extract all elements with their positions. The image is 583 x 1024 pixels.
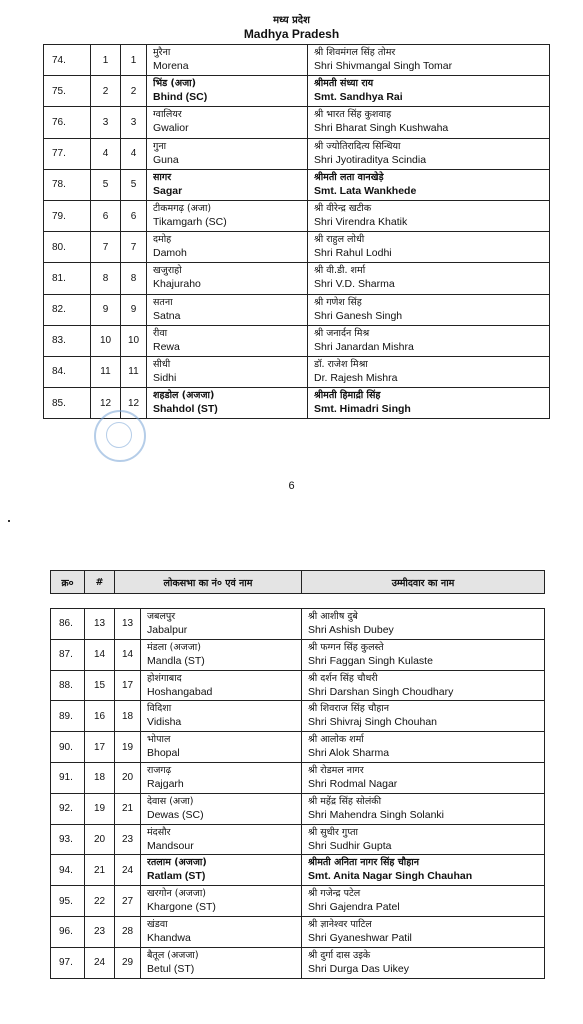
constituency-cell [141, 639, 302, 670]
constituency-number: 11 [121, 356, 147, 387]
candidate-name-english: Shri Bharat Singh Kushwaha [314, 122, 449, 135]
constituency-name-english: Damoh [153, 247, 187, 260]
state-index: 22 [85, 886, 115, 917]
constituency-cell [147, 45, 308, 76]
constituency-name-english: Betul (ST) [147, 962, 195, 975]
candidate-name-english: Smt. Anita Nagar Singh Chauhan [308, 870, 473, 883]
candidate-table-body [44, 45, 550, 419]
state-index: 17 [85, 732, 115, 763]
state-index: 18 [85, 762, 115, 793]
candidate-cell [302, 639, 545, 670]
constituency-name-hindi: भिंड (अजा) [153, 78, 196, 90]
constituency-cell [147, 138, 308, 169]
constituency-cell [147, 294, 308, 325]
constituency-number: 1 [121, 45, 147, 76]
candidate-name-hindi: श्री आलोक शर्मा [308, 734, 364, 746]
serial-number: 82. [44, 294, 91, 325]
serial-number: 97. [51, 947, 85, 978]
table-row [51, 670, 545, 701]
constituency-name-hindi: खजुराहो [153, 265, 182, 277]
state-index: 6 [91, 200, 121, 231]
constituency-name-english: Guna [153, 153, 179, 166]
serial-number: 87. [51, 639, 85, 670]
constituency-cell [141, 824, 302, 855]
candidate-name-english: Smt. Sandhya Rai [314, 91, 403, 104]
table-row [51, 639, 545, 670]
constituency-number: 21 [115, 793, 141, 824]
col-header-hash: # [85, 571, 115, 594]
state-index: 1 [91, 45, 121, 76]
state-index: 11 [91, 356, 121, 387]
table-row [44, 76, 550, 107]
candidate-name-english: Shri V.D. Sharma [314, 278, 395, 291]
table-row [51, 732, 545, 763]
serial-number: 75. [44, 76, 91, 107]
serial-number: 92. [51, 793, 85, 824]
constituency-cell [141, 762, 302, 793]
state-index: 23 [85, 916, 115, 947]
constituency-name-english: Sagar [153, 184, 183, 197]
candidate-table-body [51, 609, 545, 979]
constituency-cell [141, 732, 302, 763]
constituency-number: 6 [121, 200, 147, 231]
table-row [44, 138, 550, 169]
candidate-name-english: Shri Mahendra Singh Solanki [308, 808, 445, 821]
serial-number: 86. [51, 609, 85, 640]
constituency-number: 7 [121, 232, 147, 263]
table-row [44, 45, 550, 76]
candidate-cell [308, 263, 550, 294]
candidate-cell [302, 947, 545, 978]
constituency-number: 24 [115, 855, 141, 886]
candidate-name-hindi: श्री वी.डी. शर्मा [314, 265, 366, 277]
header-spacer [51, 594, 545, 609]
candidate-name-english: Shri Sudhir Gupta [308, 839, 392, 852]
serial-number: 85. [44, 388, 91, 419]
candidate-cell [302, 609, 545, 640]
state-index: 24 [85, 947, 115, 978]
official-seal-icon [94, 410, 146, 462]
constituency-number: 18 [115, 701, 141, 732]
state-index: 10 [91, 325, 121, 356]
constituency-cell [147, 200, 308, 231]
candidate-name-hindi: डॉ. राजेश मिश्रा [314, 358, 368, 370]
state-index: 2 [91, 76, 121, 107]
constituency-name-hindi: खंडवा [147, 918, 168, 930]
candidate-name-hindi: श्री ज्योतिरादित्य सिन्धिया [314, 140, 401, 152]
candidate-name-hindi: श्री आशीष दुबे [308, 611, 358, 622]
candidate-name-english: Shri Faggan Singh Kulaste [308, 654, 433, 667]
candidate-name-hindi: श्रीमती हिमाद्री सिंह [314, 390, 381, 402]
col-header-serial: क्र० [51, 571, 85, 594]
table-row [51, 762, 545, 793]
table-row [44, 294, 550, 325]
candidate-cell [302, 793, 545, 824]
constituency-name-english: Jabalpur [147, 624, 188, 636]
constituency-name-hindi: दमोह [153, 234, 172, 246]
candidate-name-hindi: श्री रोडमल नागर [308, 764, 364, 776]
candidate-name-hindi: श्री भारत सिंह कुशवाह [314, 109, 392, 121]
serial-number: 96. [51, 916, 85, 947]
candidate-cell [302, 701, 545, 732]
constituency-name-hindi: टीकमगढ़ (अजा) [153, 202, 212, 214]
table-row [44, 356, 550, 387]
serial-number: 93. [51, 824, 85, 855]
serial-number: 80. [44, 232, 91, 263]
table-header-row [51, 571, 545, 594]
constituency-cell [141, 609, 302, 640]
candidate-name-hindi: श्री गजेन्द्र पटेल [308, 888, 361, 900]
table-row [51, 609, 545, 640]
col-header-constituency: लोकसभा का नं० एवं नाम [115, 571, 302, 594]
constituency-name-english: Vidisha [147, 716, 182, 729]
constituency-number: 27 [115, 886, 141, 917]
candidate-cell [308, 200, 550, 231]
state-index: 5 [91, 169, 121, 200]
constituency-name-hindi: बैतूल (अजजा) [147, 949, 199, 961]
serial-number: 89. [51, 701, 85, 732]
constituency-number: 17 [115, 670, 141, 701]
constituency-name-english: Satna [153, 309, 181, 322]
constituency-number: 20 [115, 762, 141, 793]
serial-number: 76. [44, 107, 91, 138]
constituency-cell [147, 107, 308, 138]
candidate-name-hindi: श्री गणेश सिंह [314, 296, 362, 308]
candidate-name-hindi: श्री शिवमंगल सिंह तोमर [314, 47, 396, 58]
candidate-name-english: Shri Durga Das Uikey [308, 962, 409, 975]
state-title-hindi: मध्य प्रदेश [273, 15, 310, 26]
candidate-name-english: Shri Rahul Lodhi [314, 247, 392, 260]
table-row [44, 232, 550, 263]
table-row [44, 169, 550, 200]
constituency-name-hindi: मंदसौर [147, 826, 171, 838]
constituency-name-english: Dewas (SC) [147, 808, 204, 821]
constituency-name-hindi: ग्वालियर [153, 109, 182, 121]
candidate-name-english: Shri Rodmal Nagar [308, 777, 398, 790]
candidate-name-english: Dr. Rajesh Mishra [314, 371, 398, 384]
constituency-name-english: Rajgarh [147, 777, 184, 790]
page-number: 6 [288, 480, 295, 492]
constituency-cell [147, 388, 308, 419]
constituency-name-english: Bhopal [147, 747, 180, 760]
constituency-name-hindi: रीवा [153, 327, 168, 339]
candidate-name-english: Shri Shivraj Singh Chouhan [308, 716, 438, 729]
constituency-name-english: Mandsour [147, 839, 194, 852]
constituency-number: 28 [115, 916, 141, 947]
candidate-cell [308, 45, 550, 76]
candidate-cell [308, 356, 550, 387]
constituency-name-hindi: देवास (अजा) [147, 795, 194, 807]
table-row [51, 855, 545, 886]
constituency-number: 3 [121, 107, 147, 138]
candidate-name-english: Smt. Lata Wankhede [314, 184, 417, 197]
candidate-cell [308, 232, 550, 263]
constituency-name-hindi: विदिशा [147, 703, 172, 715]
serial-number: 88. [51, 670, 85, 701]
constituency-name-english: Shahdol (ST) [153, 403, 218, 416]
candidate-cell [308, 107, 550, 138]
candidate-name-english: Shri Ashish Dubey [308, 624, 394, 636]
state-index: 19 [85, 793, 115, 824]
candidate-cell [302, 886, 545, 917]
page-separator [8, 520, 10, 522]
candidate-name-english: Smt. Himadri Singh [314, 403, 411, 416]
constituency-cell [141, 855, 302, 886]
table-row [44, 263, 550, 294]
state-index: 20 [85, 824, 115, 855]
constituency-name-english: Rewa [153, 340, 180, 353]
serial-number: 83. [44, 325, 91, 356]
candidate-name-hindi: श्री राहुल लोधी [314, 234, 365, 246]
col-header-candidate: उम्मीदवार का नाम [302, 571, 545, 594]
constituency-name-hindi: जबलपुर [147, 611, 176, 622]
candidate-cell [308, 325, 550, 356]
candidate-name-english: Shri Janardan Mishra [314, 340, 414, 353]
candidate-name-hindi: श्री महेंद्र सिंह सोलंकी [308, 795, 382, 807]
serial-number: 90. [51, 732, 85, 763]
table-row [44, 107, 550, 138]
candidate-name-hindi: श्री ज्ञानेश्वर पाटिल [308, 918, 372, 930]
state-index: 13 [85, 609, 115, 640]
constituency-cell [141, 793, 302, 824]
candidate-cell [308, 76, 550, 107]
constituency-cell [141, 670, 302, 701]
table-row [51, 793, 545, 824]
constituency-name-hindi: राजगढ़ [147, 764, 172, 776]
constituency-number: 9 [121, 294, 147, 325]
serial-number: 74. [44, 45, 91, 76]
constituency-name-english: Ratlam (ST) [147, 870, 206, 883]
constituency-name-hindi: मुरैना [153, 47, 171, 58]
constituency-number: 14 [115, 639, 141, 670]
state-index: 8 [91, 263, 121, 294]
candidate-name-hindi: श्री दुर्गा दास उइके [308, 949, 371, 961]
candidate-name-hindi: श्री जनार्दन मिश्र [314, 327, 370, 339]
state-index: 16 [85, 701, 115, 732]
constituency-number: 29 [115, 947, 141, 978]
candidate-cell [302, 762, 545, 793]
constituency-name-english: Khandwa [147, 931, 191, 944]
candidate-name-english: Shri Gyaneshwar Patil [308, 931, 412, 944]
candidate-cell [302, 855, 545, 886]
table-row [51, 947, 545, 978]
candidate-name-hindi: श्रीमती संध्या राय [314, 78, 374, 90]
constituency-name-english: Tikamgarh (SC) [153, 215, 227, 228]
state-index: 14 [85, 639, 115, 670]
candidate-table-page-6 [43, 44, 550, 419]
candidate-cell [308, 388, 550, 419]
table-row [51, 886, 545, 917]
state-index: 12 [91, 388, 121, 419]
candidate-name-english: Shri Ganesh Singh [314, 309, 403, 322]
constituency-cell [147, 356, 308, 387]
table-row [51, 701, 545, 732]
state-index: 4 [91, 138, 121, 169]
constituency-name-english: Sidhi [153, 371, 177, 384]
candidate-table-page-7 [50, 570, 545, 979]
constituency-name-hindi: होशंगाबाद [147, 672, 182, 684]
constituency-number: 8 [121, 263, 147, 294]
constituency-name-english: Bhind (SC) [153, 91, 208, 104]
constituency-cell [147, 232, 308, 263]
serial-number: 95. [51, 886, 85, 917]
candidate-name-english: Shri Jyotiraditya Scindia [314, 153, 427, 166]
constituency-number: 23 [115, 824, 141, 855]
constituency-name-hindi: शहडोल (अजजा) [153, 390, 215, 402]
candidate-name-hindi: श्री सुधीर गुप्ता [308, 826, 359, 838]
state-title-english: Madhya Pradesh [243, 27, 340, 41]
constituency-name-english: Hoshangabad [147, 685, 213, 698]
state-index: 7 [91, 232, 121, 263]
serial-number: 78. [44, 169, 91, 200]
candidate-name-english: Shri Virendra Khatik [314, 215, 408, 228]
constituency-number: 19 [115, 732, 141, 763]
constituency-cell [141, 947, 302, 978]
constituency-cell [141, 916, 302, 947]
table-row [51, 916, 545, 947]
serial-number: 77. [44, 138, 91, 169]
candidate-cell [308, 138, 550, 169]
constituency-cell [141, 886, 302, 917]
constituency-name-english: Khajuraho [153, 278, 201, 291]
candidate-cell [302, 916, 545, 947]
constituency-number: 10 [121, 325, 147, 356]
constituency-name-english: Mandla (ST) [147, 654, 205, 667]
candidate-name-hindi: श्री शिवराज सिंह चौहान [308, 703, 390, 715]
constituency-number: 13 [115, 609, 141, 640]
table-row [51, 824, 545, 855]
state-index: 21 [85, 855, 115, 886]
candidate-cell [308, 169, 550, 200]
candidate-cell [302, 824, 545, 855]
candidate-name-english: Shri Shivmangal Singh Tomar [314, 60, 453, 72]
candidate-name-hindi: श्री दर्शन सिंह चौधरी [308, 672, 378, 684]
constituency-number: 5 [121, 169, 147, 200]
candidate-name-english: Shri Gajendra Patel [308, 901, 400, 914]
serial-number: 79. [44, 200, 91, 231]
constituency-cell [147, 76, 308, 107]
candidate-name-hindi: श्रीमती लता वानखेड़े [314, 171, 384, 183]
constituency-name-english: Khargone (ST) [147, 901, 216, 914]
serial-number: 94. [51, 855, 85, 886]
constituency-name-hindi: सतना [153, 296, 173, 308]
serial-number: 84. [44, 356, 91, 387]
serial-number: 91. [51, 762, 85, 793]
constituency-name-hindi: गुना [153, 140, 167, 152]
candidate-cell [302, 732, 545, 763]
constituency-name-hindi: मंडला (अजजा) [147, 641, 201, 653]
candidate-name-english: Shri Alok Sharma [308, 747, 390, 760]
state-index: 9 [91, 294, 121, 325]
constituency-name-hindi: भोपाल [147, 734, 171, 746]
candidate-name-hindi: श्रीमती अनिता नागर सिंह चौहान [308, 857, 420, 869]
constituency-name-english: Gwalior [153, 122, 189, 135]
serial-number: 81. [44, 263, 91, 294]
constituency-name-english: Morena [153, 60, 189, 72]
constituency-name-hindi: सागर [153, 171, 172, 183]
candidate-name-english: Shri Darshan Singh Choudhary [308, 685, 454, 698]
constituency-number: 4 [121, 138, 147, 169]
constituency-cell [147, 263, 308, 294]
state-index: 3 [91, 107, 121, 138]
constituency-cell [147, 325, 308, 356]
table-row [44, 200, 550, 231]
constituency-cell [147, 169, 308, 200]
candidate-cell [302, 670, 545, 701]
candidate-name-hindi: श्री फग्गन सिंह कुलस्ते [308, 641, 384, 653]
constituency-number: 12 [121, 388, 147, 419]
constituency-name-hindi: सीधी [153, 358, 171, 370]
table-row [44, 325, 550, 356]
candidate-cell [308, 294, 550, 325]
constituency-number: 2 [121, 76, 147, 107]
constituency-cell [141, 701, 302, 732]
constituency-name-hindi: रतलाम (अजजा) [147, 857, 207, 869]
candidate-name-hindi: श्री वीरेन्द्र खटीक [314, 202, 372, 214]
state-index: 15 [85, 670, 115, 701]
constituency-name-hindi: खरगोन (अजजा) [147, 888, 206, 900]
